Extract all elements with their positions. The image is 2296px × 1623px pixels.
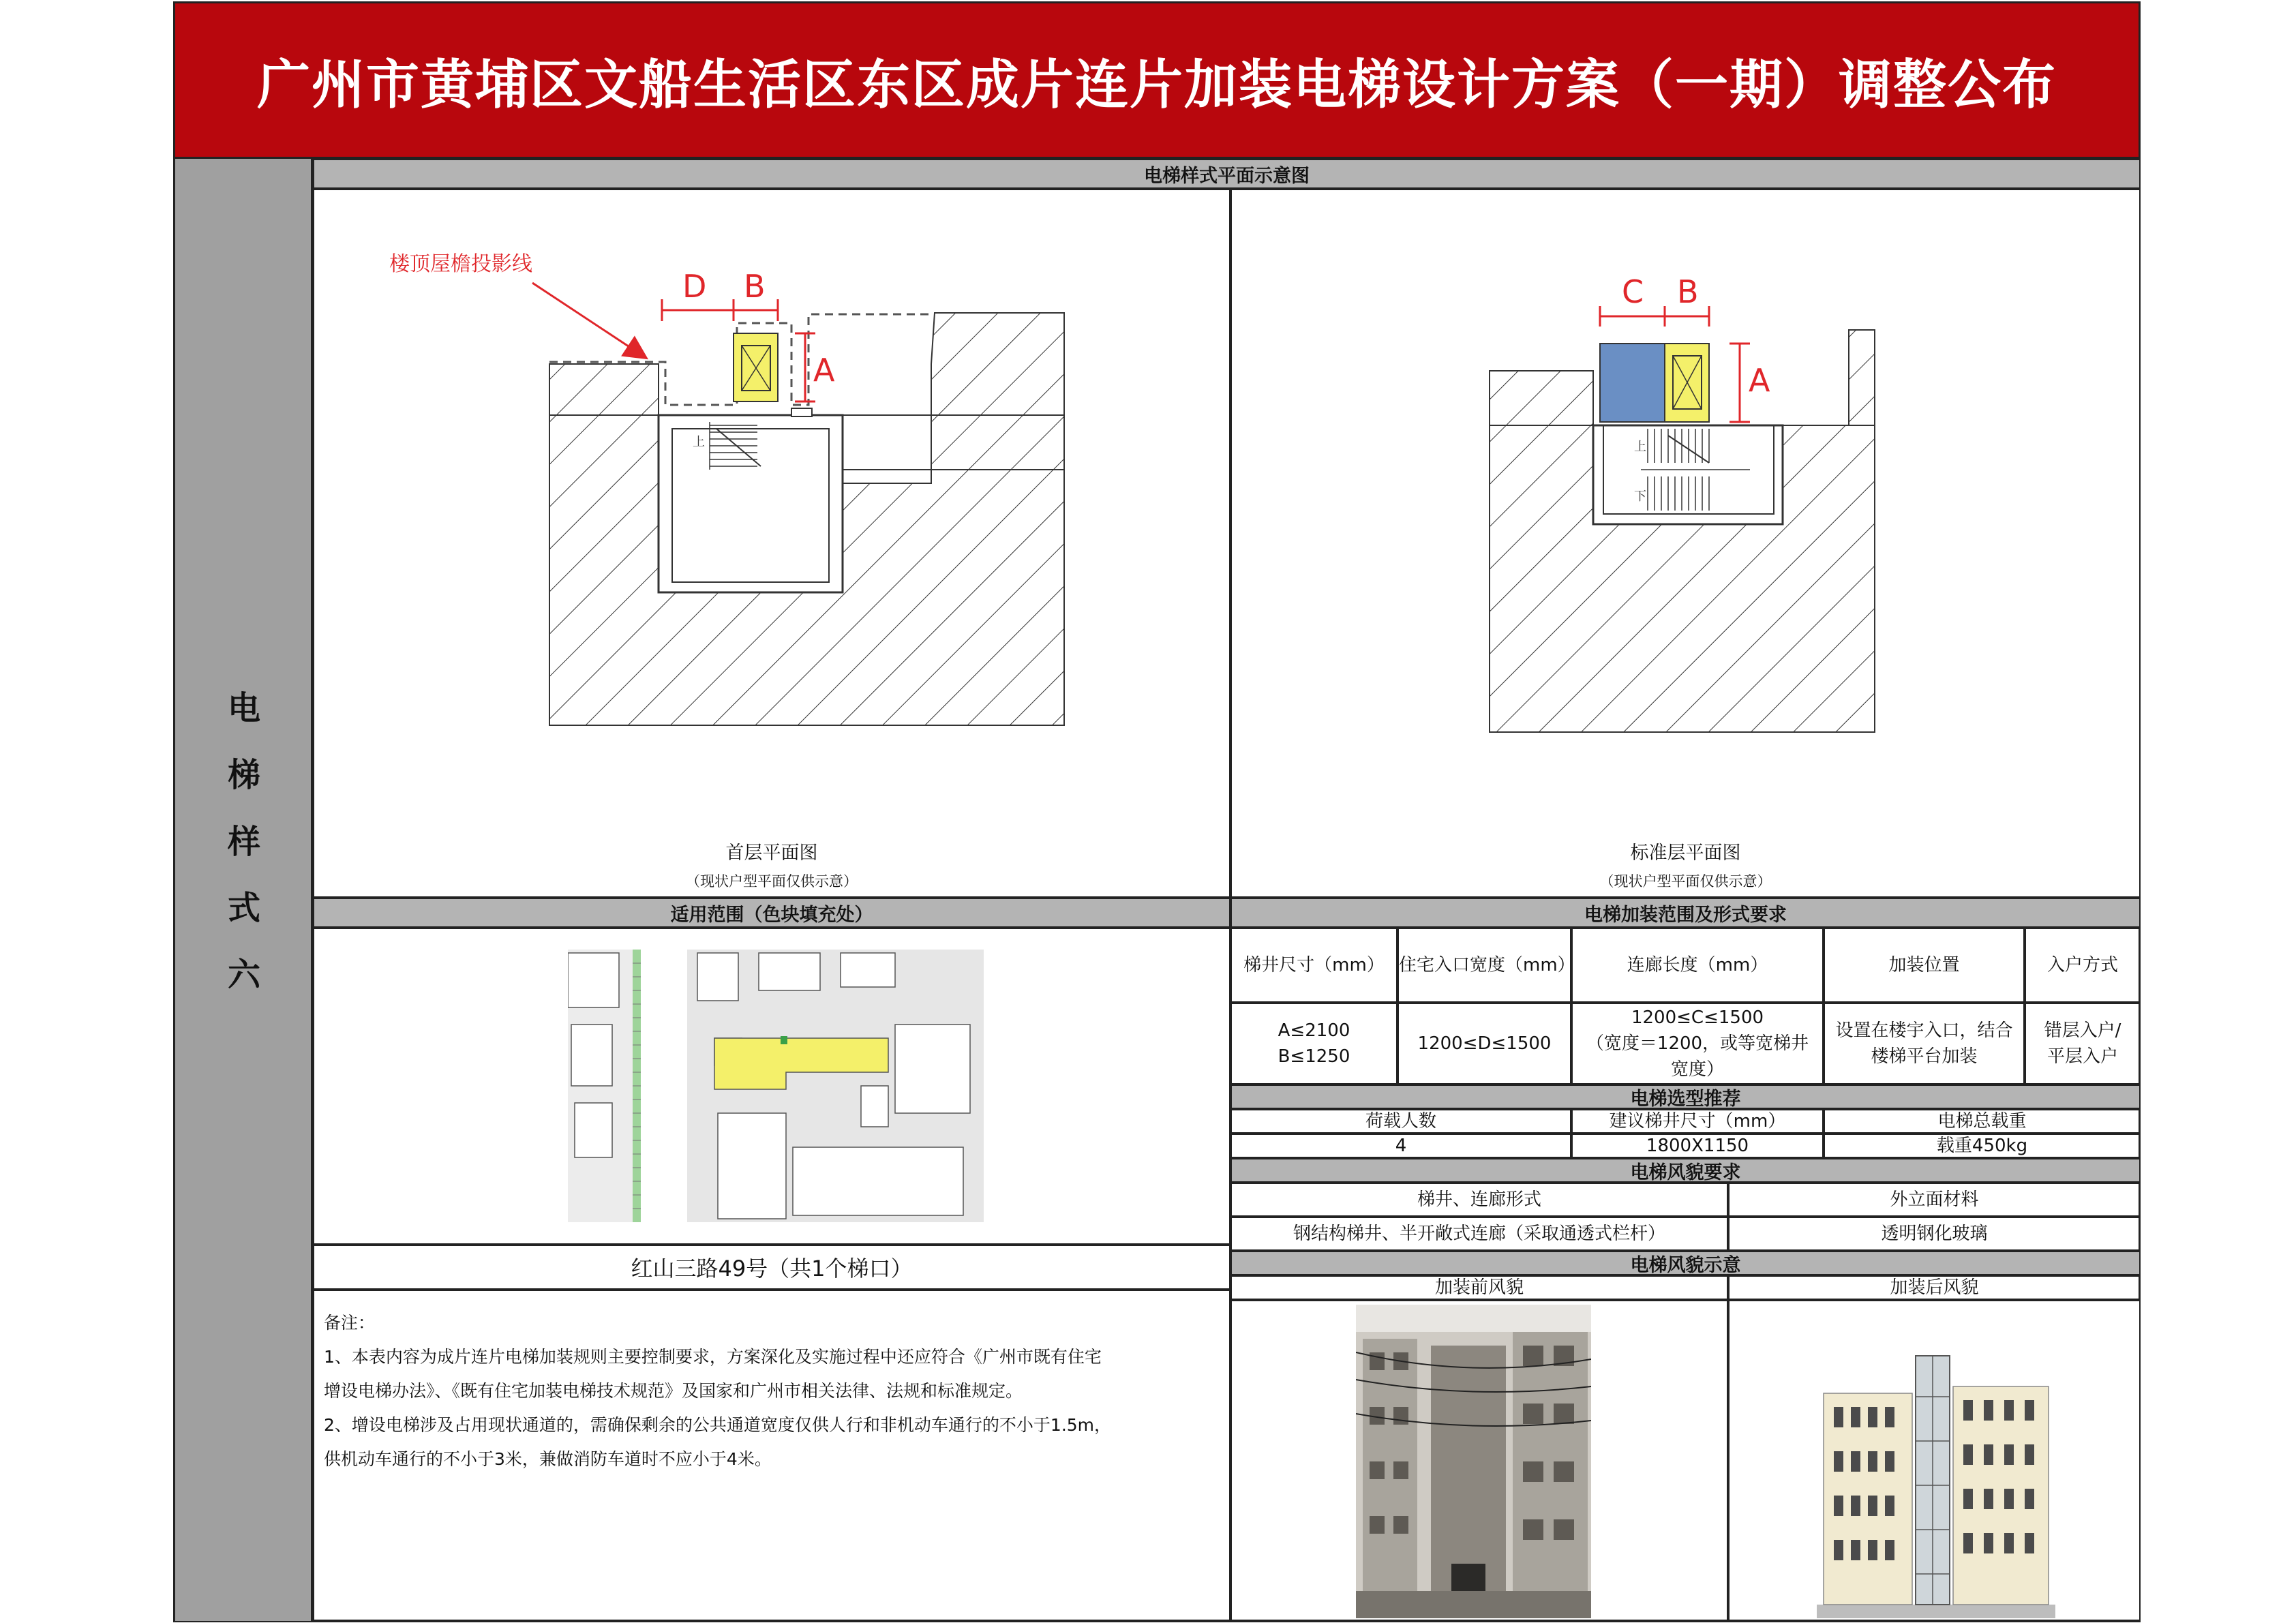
ground-floor-subcaption: （现状户型平面仅供示意） (686, 873, 858, 890)
rec-val-shaft-size: 1800X1150 (1571, 1134, 1824, 1158)
req-col-shaft: 梯井尺寸（mm） (1230, 928, 1398, 1003)
req-val-entry-width: 1200≤D≤1500 (1398, 1003, 1571, 1084)
rec-col-shaft-size: 建议梯井尺寸（mm） (1571, 1109, 1824, 1134)
ground-floor-plan-panel (313, 189, 1230, 898)
req-val-shaft (1230, 1003, 1398, 1084)
req-val-line: 错层入户/ (2044, 1020, 2121, 1041)
photo-after-panel (1728, 1300, 2141, 1621)
side-label-char: 式 (227, 889, 260, 928)
appearance-header: 电梯风貌要求 (1230, 1158, 2141, 1183)
app-col-form: 梯井、连廊形式 (1230, 1183, 1728, 1217)
side-label (175, 682, 313, 995)
photo-before-label: 加装前风貌 (1230, 1275, 1728, 1300)
photo-after (1817, 1305, 2055, 1618)
req-val-line: A≤2100 (1278, 1020, 1350, 1041)
side-label-char: 电 (227, 689, 260, 727)
notes-body (324, 1306, 1229, 1476)
svg-text:C: C (1622, 273, 1644, 310)
rec-val-load: 载重450kg (1824, 1134, 2141, 1158)
photo-before (1356, 1305, 1591, 1618)
standard-floor-plan-panel (1230, 189, 2141, 898)
side-label-char: 梯 (227, 755, 260, 794)
req-val-position (1824, 1003, 2025, 1084)
standard-floor-caption: 标准层平面图 (1630, 843, 1741, 864)
svg-text:A: A (813, 352, 835, 389)
notes-panel (313, 1290, 1230, 1621)
req-col-entry-mode: 入户方式 (2025, 928, 2141, 1003)
svg-text:下: 下 (1634, 489, 1646, 504)
photo-after-label: 加装后风貌 (1728, 1275, 2141, 1300)
req-val-line: 1200≤C≤1500 (1631, 1007, 1764, 1028)
req-col-entry-width: 住宅入口宽度（mm） (1398, 928, 1571, 1003)
ground-floor-caption: 首层平面图 (725, 843, 818, 864)
rec-col-persons: 荷载人数 (1230, 1109, 1571, 1134)
rec-val-persons: 4 (1230, 1134, 1571, 1158)
side-label-char: 六 (227, 956, 260, 994)
req-val-line: 平层入户 (2046, 1046, 2118, 1067)
notes-line: 2、增设电梯涉及占用现状通道的，需确保剩余的公共通道宽度仅供人行和非机动车通行的不小于1.5m， (324, 1415, 1112, 1435)
notes-label: 备注： (324, 1313, 376, 1333)
svg-text:上: 上 (693, 435, 705, 449)
svg-text:B: B (1677, 273, 1699, 310)
notes-line: 供机动车通行的不小于3米，兼做消防车道时不应小于4米。 (324, 1449, 772, 1469)
scope-map-panel (313, 928, 1230, 1245)
requirements-header: 电梯加装范围及形式要求 (1230, 898, 2141, 928)
photos-header: 电梯风貌示意 (1230, 1251, 2141, 1275)
standard-floor-plan-drawing (1232, 190, 2139, 896)
scope-header: 适用范围（色块填充处） (313, 898, 1230, 928)
svg-text:D: D (682, 268, 707, 305)
app-col-material: 外立面材料 (1728, 1183, 2141, 1217)
notes-line: 1、本表内容为成片连片电梯加装规则主要控制要求，方案深化及实施过程中还应符合《广州市既有住宅 (324, 1347, 1102, 1367)
site-map (568, 950, 984, 1222)
req-col-position: 加装位置 (1824, 928, 2025, 1003)
rec-col-load: 电梯总载重 (1824, 1109, 2141, 1134)
recommend-header: 电梯选型推荐 (1230, 1084, 2141, 1109)
scope-address: 红山三路49号（共1个梯口） (313, 1245, 1230, 1290)
req-val-line: 楼梯平台加装 (1871, 1046, 1978, 1067)
photo-before-panel (1230, 1300, 1728, 1621)
page-title: 广州市黄埔区文船生活区东区成片连片加装电梯设计方案（一期）调整公布 (175, 3, 2139, 159)
side-label-char: 样 (227, 822, 260, 861)
app-val-material: 透明钢化玻璃 (1728, 1217, 2141, 1251)
plan-section-header: 电梯样式平面示意图 (313, 159, 2141, 189)
req-col-corridor: 连廊长度（mm） (1571, 928, 1824, 1003)
svg-text:楼顶屋檐投影线: 楼顶屋檐投影线 (389, 252, 532, 276)
svg-text:A: A (1749, 362, 1770, 399)
req-val-line: 宽度） (1670, 1059, 1724, 1080)
req-val-corridor (1571, 1003, 1824, 1084)
req-val-entry-mode (2025, 1003, 2141, 1084)
req-val-line: 设置在楼宇入口，结合 (1835, 1020, 2013, 1041)
req-val-line: （宽度＝1200，或等宽梯井 (1586, 1033, 1809, 1054)
req-val-line: B≤1250 (1278, 1046, 1350, 1067)
ground-floor-plan-drawing (314, 190, 1229, 896)
app-val-form: 钢结构梯井、半开敞式连廊（采取通透式栏杆） (1230, 1217, 1728, 1251)
standard-floor-subcaption: （现状户型平面仅供示意） (1599, 873, 1772, 890)
svg-text:B: B (744, 268, 766, 305)
svg-text:上: 上 (1634, 440, 1646, 454)
notes-line: 增设电梯办法》、《既有住宅加装电梯技术规范》及国家和广州市相关法律、法规和标准规定。 (324, 1381, 1023, 1401)
